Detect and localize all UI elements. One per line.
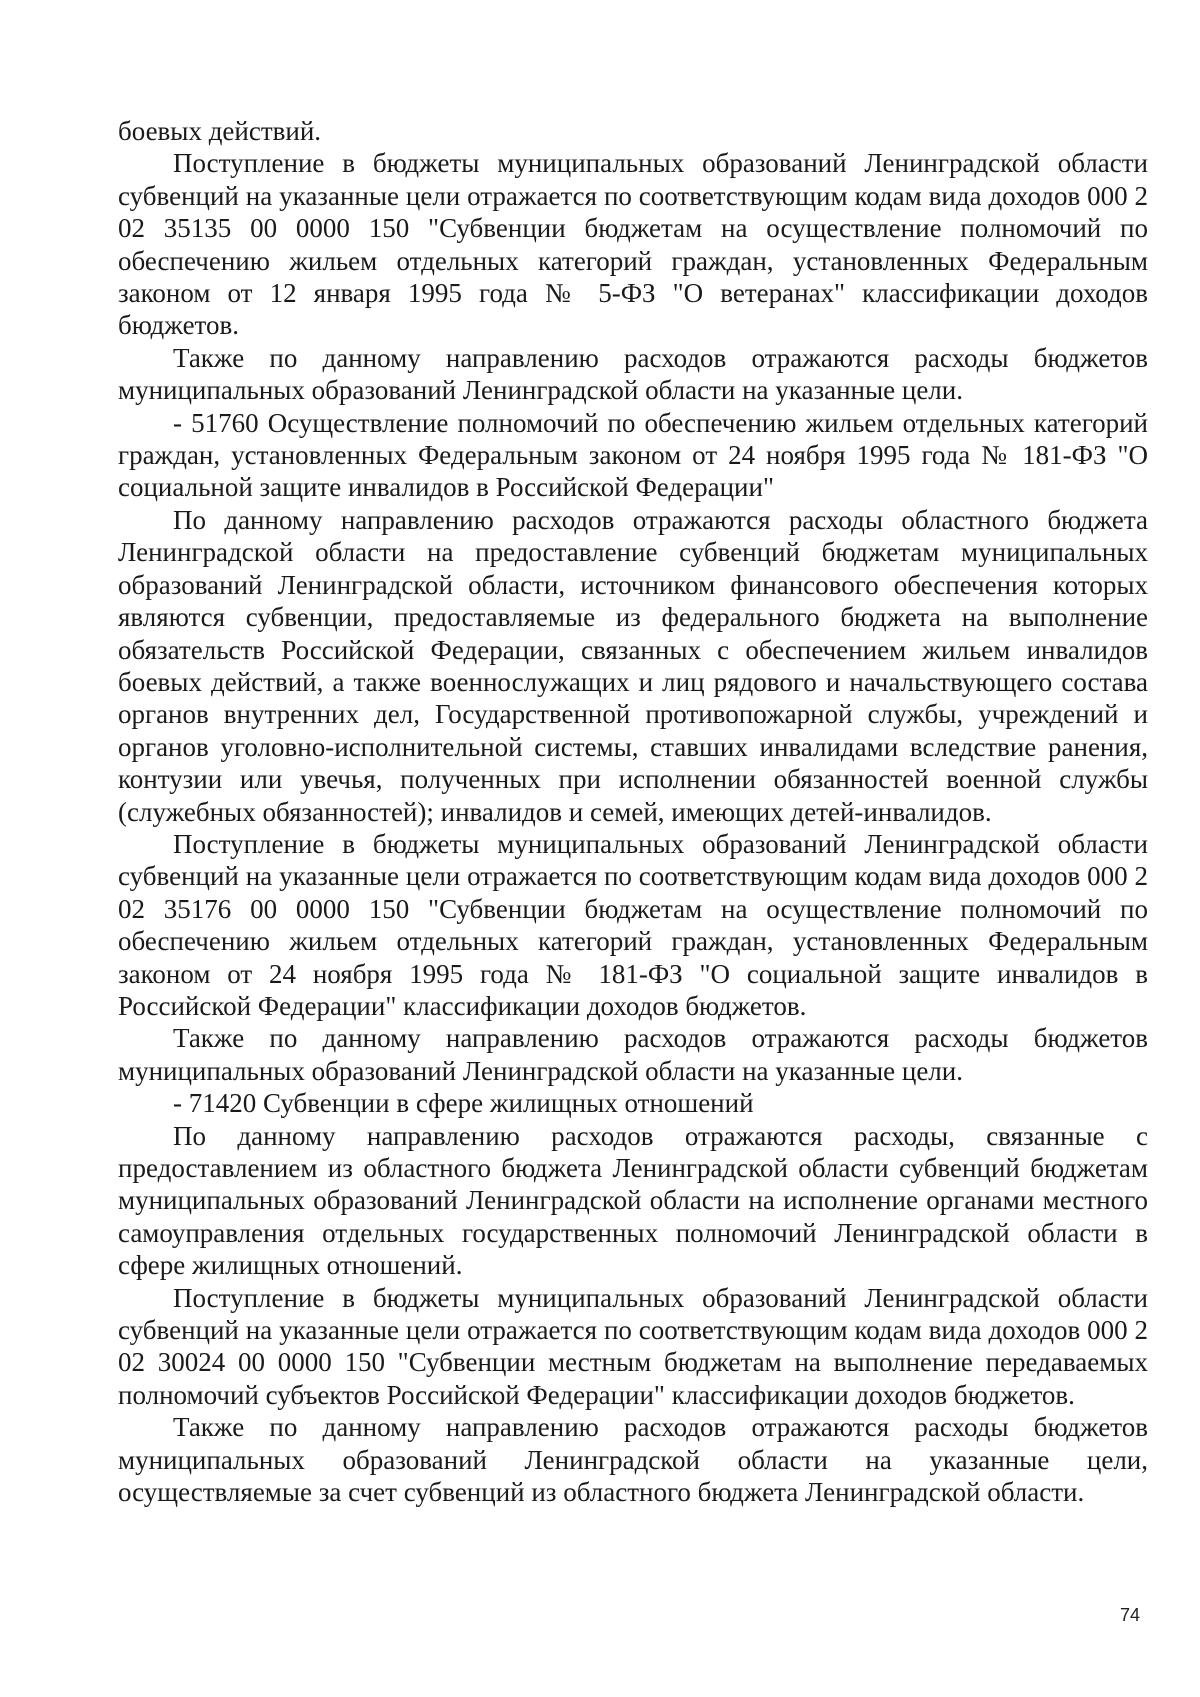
paragraph-continuation: боевых действий.: [118, 116, 322, 146]
paragraph-also-expenses-2: Также по данному направлению расходов отражаются расходы бюджетов муниципальных образований Ленинградской области на указанные цели.: [118, 1023, 1148, 1086]
paragraph-also-expenses-3: Также по данному направлению расходов отражаются расходы бюджетов муниципальных образований Ленинградской области на указанные цели, осуществляемые за счет субвенций из областного бюджета Ленинградской области.: [118, 1412, 1148, 1508]
paragraph-receipts-30024: Поступление в бюджеты муниципальных образований Ленинградской области субвенций на указанные цели отражается по соответствующим кодам вида доходов 000 2 02 30024 00 0000 150 "Субвенции местным бюджетам на выполнение передаваемых полномочий субъектов Российской Федерации" классификации доходов бюджетов.: [118, 1282, 1148, 1410]
paragraph-item-51760: - 51760 Осуществление полномочий по обеспечению жильем отдельных категорий граждан, установленных Федеральным законом от 24 ноября 1995 года № 181-ФЗ "О социальной защите инвалидов в Российской Федерации": [118, 407, 1148, 503]
paragraph-also-expenses-1: Также по данному направлению расходов отражаются расходы бюджетов муниципальных образований Ленинградской области на указанные цели.: [118, 342, 1148, 406]
paragraph-item-71420: - 71420 Субвенции в сфере жилищных отношений: [173, 1088, 754, 1119]
paragraph-expenses-51760: По данному направлению расходов отражаются расходы областного бюджета Ленинградской области на предоставление субвенций бюджетам муниципальных образований Ленинградской области, источником финансового обеспечения которых являются субвенции, предоставляемые из федерального бюджета на выполнение обязательств Российской Федерации, связанных с обеспечением жильем инвалидов боевых действий, а также военнослужащих и лиц рядового и начальствующего состава органов внутренних дел, Государственной противопожарной службы, учреждений и органов уголовно-исполнительной системы, ставших инвалидами вследствие ранения, контузии или увечья, полученных при исполнении обязанностей военной службы (служебных обязанностей); инвалидов и семей, имеющих детей-инвалидов.: [118, 504, 1148, 827]
paragraph-receipts-35176: Поступление в бюджеты муниципальных образований Ленинградской области субвенций на указанные цели отражается по соответствующим кодам вида доходов 000 2 02 35176 00 0000 150 "Субвенции бюджетам на осуществление полномочий по обеспечению жильем отдельных категорий граждан, установленных Федеральным законом от 24 ноября 1995 года № 181-ФЗ "О социальной защите инвалидов в Российской Федерации" классификации доходов бюджетов.: [118, 828, 1148, 1021]
paragraph-expenses-71420: По данному направлению расходов отражаются расходы, связанные с предоставлением из областного бюджета Ленинградской области субвенций бюджетам муниципальных образований Ленинградской области на исполнение органами местного самоуправления отдельных государственных полномочий Ленинградской области в сфере жилищных отношений.: [118, 1120, 1148, 1281]
document-page: [118, 115, 1148, 1508]
page-number: 74: [1120, 1605, 1141, 1625]
paragraph-receipts-35135: Поступление в бюджеты муниципальных образований Ленинградской области субвенций на указанные цели отражается по соответствующим кодам вида доходов 000 2 02 35135 00 0000 150 "Субвенции бюджетам на осуществление полномочий по обеспечению жильем отдельных категорий граждан, установленных Федеральным законом от 12 января 1995 года № 5-ФЗ "О ветеранах" классификации доходов бюджетов.: [118, 148, 1148, 341]
